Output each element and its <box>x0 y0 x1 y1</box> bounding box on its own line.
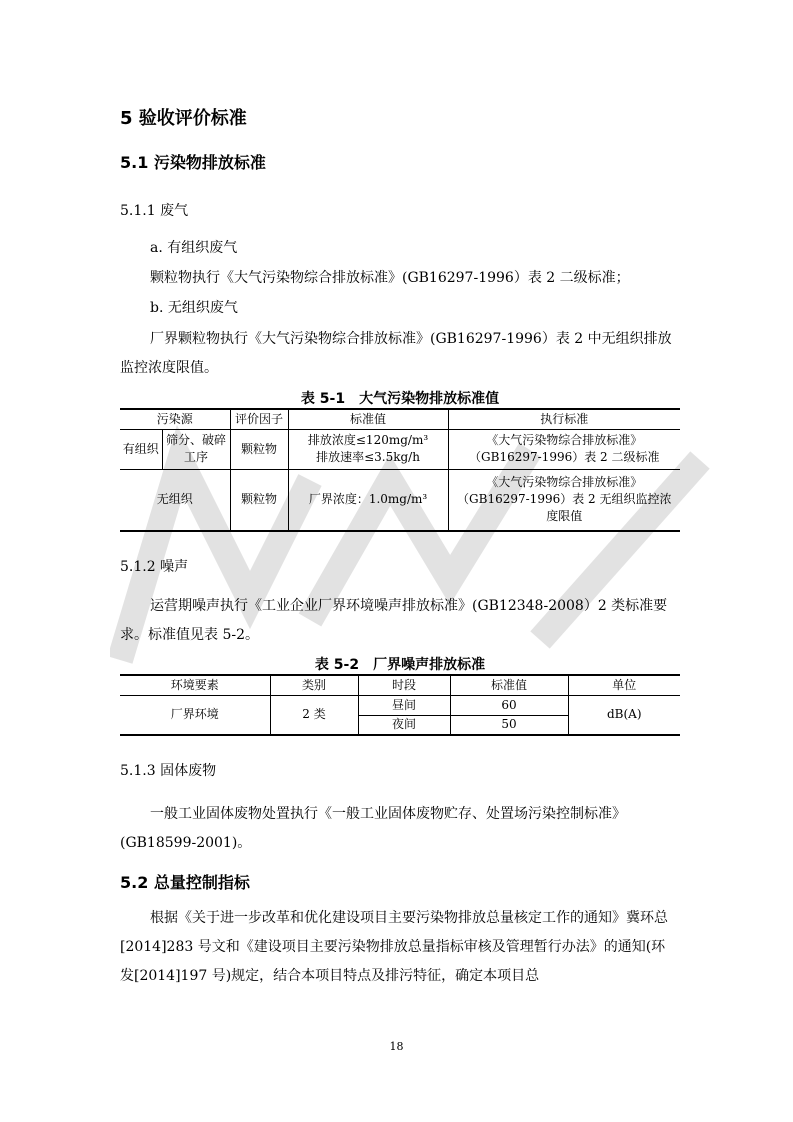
table2-header-value: 标准值 <box>450 675 568 695</box>
table1-standard-2-line1: 《大气污染物综合排放标准》 <box>486 475 643 490</box>
table1-header-value: 标准值 <box>288 409 448 429</box>
paragraph-organized-gas: 颗粒物执行《大气污染物综合排放标准》(GB16297-1996）表 2 二级标准； <box>150 270 630 286</box>
table1-standard-1-line2: （GB16297-1996）表 2 二级标准 <box>469 450 660 464</box>
heading-section-5-1: 5.1 污染物排放标准 <box>120 153 266 172</box>
table2-cell-night-label: 夜间 <box>358 715 450 735</box>
table2-cell-unit: dB(A) <box>568 695 680 735</box>
table1-header-source: 污染源 <box>120 409 230 429</box>
heading-section-5-2: 5.2 总量控制指标 <box>120 873 250 892</box>
table1-cell-unorganized: 无组织 <box>120 469 230 531</box>
table2-cell-night-value: 50 <box>450 715 568 735</box>
table1-cell-factor-1: 颗粒物 <box>230 429 288 469</box>
page-number: 18 <box>389 1040 404 1053</box>
table2-header-element: 环境要素 <box>120 675 270 695</box>
table1-value-rate: 排放速率≤3.5kg/h <box>316 450 420 464</box>
heading-section-5-1-1: 5.1.1 废气 <box>120 203 189 219</box>
table1-cell-organized: 有组织 <box>120 429 162 469</box>
heading-section-5-1-2: 5.1.2 噪声 <box>120 559 189 575</box>
table2-cell-category: 2 类 <box>270 695 358 735</box>
table1-header-standard: 执行标准 <box>448 409 680 429</box>
table1-cell-value-2: 厂界浓度：1.0mg/m³ <box>288 469 448 531</box>
paragraph-solid-waste: 一般工业固体废物处置执行《一般工业固体废物贮存、处置场污染控制标准》(GB18599-2001)。 <box>120 806 626 851</box>
heading-section-5-1-3: 5.1.3 固体废物 <box>120 763 217 779</box>
table1-cell-process: 筛分、破碎工序 <box>162 429 230 469</box>
heading-section-5: 5 验收评价标准 <box>120 108 247 129</box>
item-b: b. 无组织废气 <box>150 300 238 316</box>
table-noise-standards <box>120 674 680 736</box>
table-5-1-caption: 表 5-1 大气污染物排放标准值 <box>300 391 500 407</box>
table2-header-period: 时段 <box>358 675 450 695</box>
table2-header-category: 类别 <box>270 675 358 695</box>
table1-cell-value-1 <box>288 429 448 469</box>
table-5-2-caption: 表 5-2 厂界噪声排放标准 <box>314 657 486 673</box>
item-a: a. 有组织废气 <box>150 240 238 256</box>
table1-cell-standard-1 <box>448 429 680 469</box>
paragraph-unorganized-gas: 厂界颗粒物执行《大气污染物综合排放标准》(GB16297-1996）表 2 中无组织排放监控浓度限值。 <box>120 331 672 376</box>
table1-header-factor: 评价因子 <box>230 409 288 429</box>
table2-header-unit: 单位 <box>568 675 680 695</box>
table1-cell-standard-2 <box>448 469 680 531</box>
table1-standard-1-line1: 《大气污染物综合排放标准》 <box>486 433 643 447</box>
table1-standard-2-line3: 度限值 <box>546 509 583 524</box>
table2-cell-day-label: 昼间 <box>358 695 450 715</box>
paragraph-noise: 运营期噪声执行《工业企业厂界环境噪声排放标准》(GB12348-2008）2 类标准要求。标准值见表 5-2。 <box>120 598 668 643</box>
table-air-pollutant-standards <box>120 408 680 532</box>
paragraph-total-control: 根据《关于进一步改革和优化建设项目主要污染物排放总量核定工作的通知》冀环总[2014]283 号文和《建设项目主要污染物排放总量指标审核及管理暂行办法》的通知(环发[2014]197 号)规定，结合本项目特点及排污特征，确定本项目总 <box>120 910 668 984</box>
table1-standard-2-line2: （GB16297-1996）表 2 无组织监控浓 <box>457 492 672 507</box>
table1-cell-factor-2: 颗粒物 <box>230 469 288 531</box>
table1-value-concentration: 排放浓度≤120mg/m³ <box>307 433 429 447</box>
table2-cell-day-value: 60 <box>450 695 568 715</box>
table2-cell-element: 厂界环境 <box>120 695 270 735</box>
